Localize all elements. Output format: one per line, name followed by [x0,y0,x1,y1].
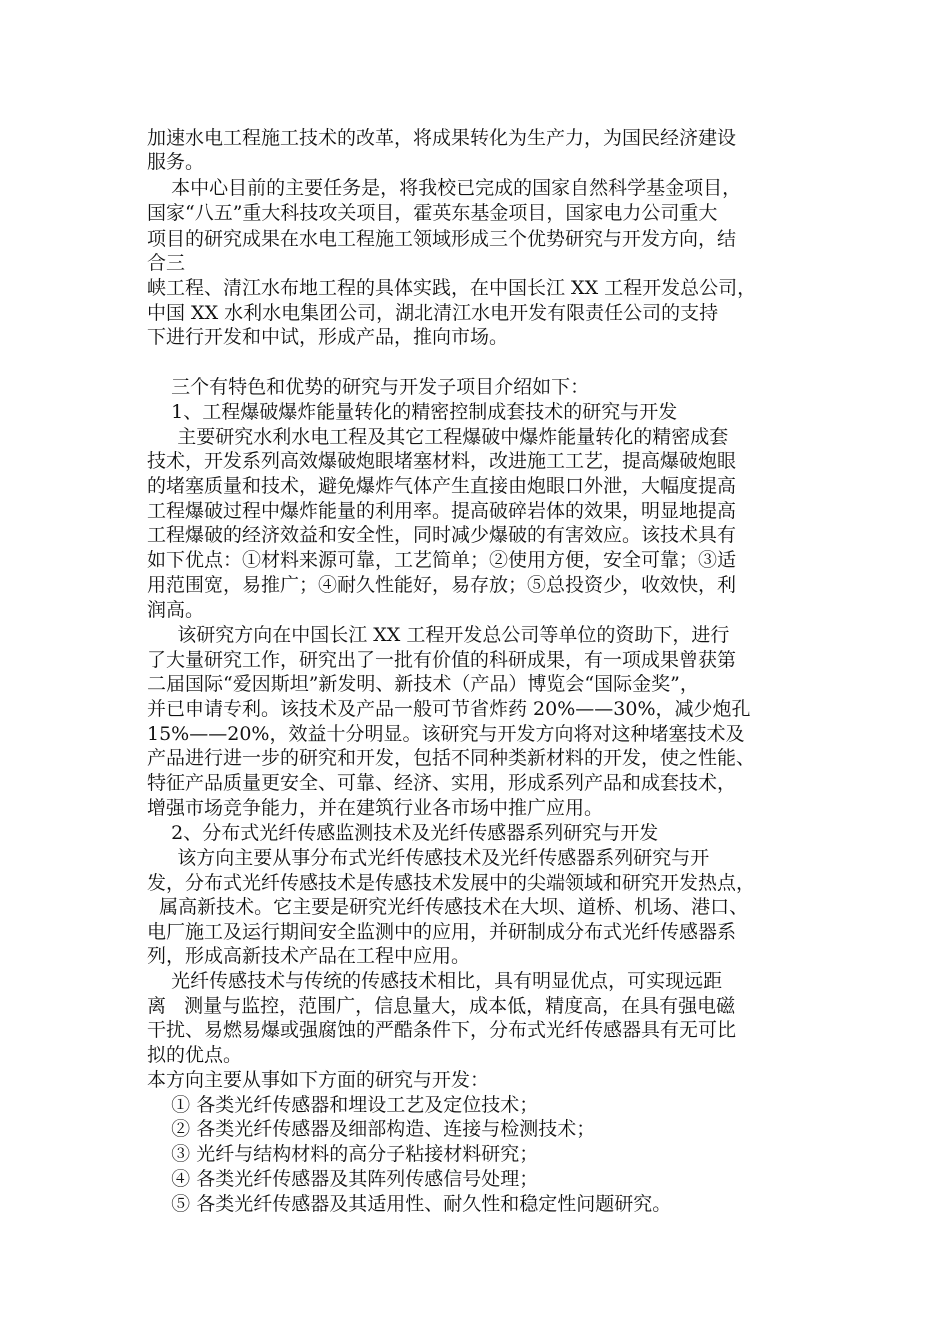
text-line: 了大量研究工作，研究出了一批有价值的科研成果，有一项成果曾获第 [147,649,737,671]
text-line: 工程爆破过程中爆炸能量的利用率。提高破碎岩体的效果，明显地提高 [147,500,737,522]
text-line: 项目的研究成果在水电工程施工领域形成三个优势研究与开发方向，结 [147,228,737,250]
text-line: 15%——20%，效益十分明显。该研究与开发方向将对这种堵塞技术及 [147,723,745,745]
list-item: ② 各类光纤传感器及细部构造、连接与检测技术； [147,1118,596,1140]
text-line: 主要研究水利水电工程及其它工程爆破中爆炸能量转化的精密成套 [147,426,729,448]
text-line: 产品进行进一步的研究和开发，包括不同种类新材料的开发，使之性能、 [147,747,756,769]
text-line: 加速水电工程施工技术的改革，将成果转化为生产力，为国民经济建设 [147,127,737,149]
text-line: 润高。 [147,599,205,621]
text-line: 如下优点：①材料来源可靠，工艺简单；②使用方便，安全可靠；③适 [147,549,737,571]
text-line: 服务。 [147,151,205,173]
text-line: 光纤传感技术与传统的传感技术相比，具有明显优点，可实现远距 [147,970,723,992]
text-line: 特征产品质量更安全、可靠、经济、实用，形成系列产品和成套技术， [147,772,737,794]
text-line: 属高新技术。它主要是研究光纤传感技术在大坝、道桥、机场、港口、 [147,896,749,918]
text-line: 下进行开发和中试，形成产品，推向市场。 [147,326,509,348]
text-line: 工程爆破的经济效益和安全性，同时减少爆破的有害效应。该技术具有 [147,524,737,546]
text-line: 该方向主要从事分布式光纤传感技术及光纤传感器系列研究与开 [147,847,710,869]
text-line: 中国 XX 水利水电集团公司，湖北清江水电开发有限责任公司的支持 [147,302,719,324]
text-line: 本方向主要从事如下方面的研究与开发： [147,1069,490,1091]
text-line: 该研究方向在中国长江 XX 工程开发总公司等单位的资助下，进行 [147,624,730,646]
text-line: 离 测量与监控，范围广，信息量大，成本低，精度高，在具有强电磁 [147,995,736,1017]
text-line: 三个有特色和优势的研究与开发子项目介绍如下： [147,376,590,398]
text-line: 干扰、易燃易爆或强腐蚀的严酷条件下，分布式光纤传感器具有无可比 [147,1019,737,1041]
text-line: 二届国际“爱因斯坦”新发明、新技术（产品）博览会“国际金奖”， [147,673,699,695]
text-line: 的堵塞质量和技术，避免爆炸气体产生直接由炮眼口外泄，大幅度提高 [147,475,737,497]
text-line: 技术，开发系列高效爆破炮眼堵塞材料，改进施工工艺，提高爆破炮眼 [147,450,737,472]
section-heading: 1、工程爆破爆炸能量转化的精密控制成套技术的研究与开发 [147,401,678,423]
list-item: ⑤ 各类光纤传感器及其适用性、耐久性和稳定性问题研究。 [147,1193,672,1215]
text-line: 列，形成高新技术产品在工程中应用。 [147,945,471,967]
list-item: ④ 各类光纤传感器及其阵列传感信号处理； [147,1168,539,1190]
text-line: 并已申请专利。该技术及产品一般可节省炸药 20%——30%，减少炮孔 [147,698,751,720]
section-heading: 2、分布式光纤传感监测技术及光纤传感器系列研究与开发 [147,822,659,844]
list-item: ③ 光纤与结构材料的高分子粘接材料研究； [147,1143,539,1165]
text-line: 合三 [147,252,186,274]
text-line: 用范围宽，易推广；④耐久性能好，易存放；⑤总投资少，收效快，利 [147,574,737,596]
text-line: 本中心目前的主要任务是，将我校已完成的国家自然科学基金项目， [147,177,742,199]
text-line: 国家“八五”重大科技攻关项目，霍英东基金项目，国家电力公司重大 [147,202,718,224]
text-line: 拟的优点。 [147,1044,243,1066]
list-item: ① 各类光纤传感器和埋设工艺及定位技术； [147,1094,539,1116]
text-line: 峡工程、清江水布地工程的具体实践，在中国长江 XX 工程开发总公司， [147,277,757,299]
text-line: 电厂施工及运行期间安全监测中的应用，并研制成分布式光纤传感器系 [147,921,737,943]
text-line: 增强市场竞争能力，并在建筑行业各市场中推广应用。 [147,797,604,819]
text-line: 发，分布式光纤传感技术是传感技术发展中的尖端领域和研究开发热点， [147,872,756,894]
